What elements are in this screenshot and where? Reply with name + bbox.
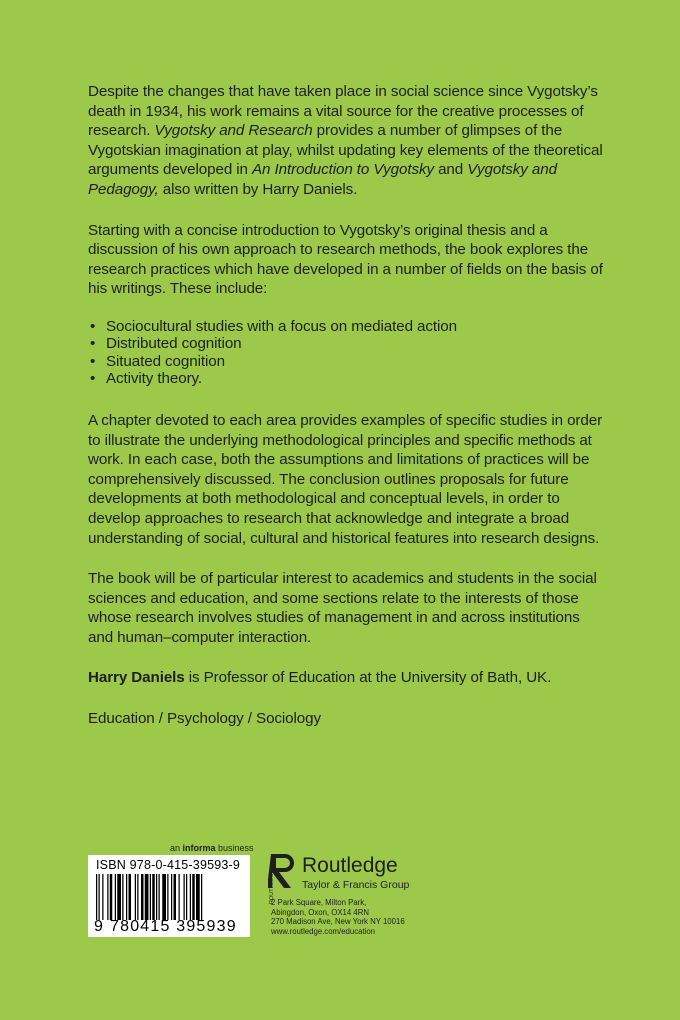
text-span: Despite the changes that have taken place in social science since Vygotsky’s death in 1934, his work remains a vital source for the creative processes of research. [88,83,598,140]
barcode-digit-first: 9 [94,918,103,935]
barcode-bar [179,874,180,920]
informa-brand: informa [182,843,216,853]
book-title-introduction: An Introduction to Vygotsky [252,161,434,179]
barcode-bar [129,874,132,920]
text-span: also written by Harry Daniels. [158,180,358,198]
address-line: Abingdon, Oxon, OX14 4RN [271,907,369,917]
paragraph-intro [88,82,608,200]
paragraph-audience: The book will be of particular interest to academics and students in the social sciences and education, and some sections relate to the interests of those whose research involves studies of management in and across institutions and human–computer interaction. [88,570,597,646]
barcode-bar [156,874,157,920]
list-item: • Sociocultural studies with a focus on mediated action [88,318,608,336]
list-item: • Distributed cognition [88,335,608,353]
list-item: • Situated cognition [88,353,608,371]
blurb [88,82,608,750]
informa-prefix: an [170,843,183,853]
publisher-address [271,898,405,936]
barcode-bar [159,874,160,920]
barcode-bar [190,874,191,920]
barcode-bar [122,874,123,920]
author-name: Harry Daniels [88,669,185,687]
author-bio-text: is Professor of Education at the University of Bath, UK. [184,669,552,687]
isbn-label: ISBN 978-0-415-39593-9 [96,858,241,872]
barcode-bar [167,874,168,920]
text-span: provides a number of glimpses of the Vygotskian imagination at play, whilst updating key elements of the theoretical arguments developed in [88,122,603,179]
barcode-bar [162,874,166,920]
barcode-digits-rest: 780415 395939 [110,918,237,935]
informa-suffix: business [215,843,254,853]
barcode-bar [102,874,103,920]
barcode-bar [117,874,121,920]
barcode-bar [126,874,127,920]
list-item: • Activity theory. [88,370,608,388]
subject-categories: Education / Psychology / Sociology [88,710,321,728]
book-title-vygotsky-and-research: Vygotsky and Research [154,122,313,140]
barcode-bar [152,874,155,920]
publisher-website[interactable]: www.routledge.com/education [271,926,376,936]
barcode-bar [110,874,113,920]
barcode-bar [171,874,172,920]
barcode-bar [145,874,149,920]
isbn-barcode [88,855,250,937]
fields-list [88,318,608,388]
paragraph-chapters: A chapter devoted to each area provides examples of specific studies in order to illustrate the underlying methodological principles and specific methods at work. In each case, both the assumptions and limitations of practices will be comprehensively discussed. The conclusion outlines proposals for future developments at both methodological and conceptual levels, in order to develop approaches to research that acknowledge and integrate a broad understanding of social, cultural and historical features into research designs. [88,411,603,547]
barcode-bar [115,874,116,920]
address-line: 2 Park Square, Milton Park, [271,898,367,907]
barcode-bar [107,874,108,920]
barcode-bar [196,874,200,920]
barcode-bar [99,874,100,920]
author-bio [88,668,608,688]
barcode-bar [184,874,185,920]
barcode-bar [96,874,97,920]
barcode-bar [137,874,138,920]
publisher-group: Taylor & Francis Group [302,879,410,891]
barcode-bar [150,874,151,920]
barcode-bar [192,874,195,920]
text-span: and [433,161,468,179]
barcode-bar [174,874,177,920]
paragraph-approach: Starting with a concise introduction to Vygotsky’s original thesis and a discussion of his own approach to research methods, the book explores the research practices which have developed in a number of fields on the basis of his writings. These include: [88,221,603,298]
barcode-bar [141,874,144,920]
publisher-name: Routledge [302,854,398,877]
barcode-bar [135,874,136,920]
book-title-pedagogy: Vygotsky and Pedagogy, [88,161,557,198]
logo-spine-text: ROUTLEDGE [269,869,275,904]
informa-tagline [170,843,254,853]
address-line: 270 Madison Ave, New York NY 10016 [271,917,405,927]
barcode-bar [186,874,187,920]
barcode-bars [96,874,242,920]
barcode-bar [201,874,202,920]
